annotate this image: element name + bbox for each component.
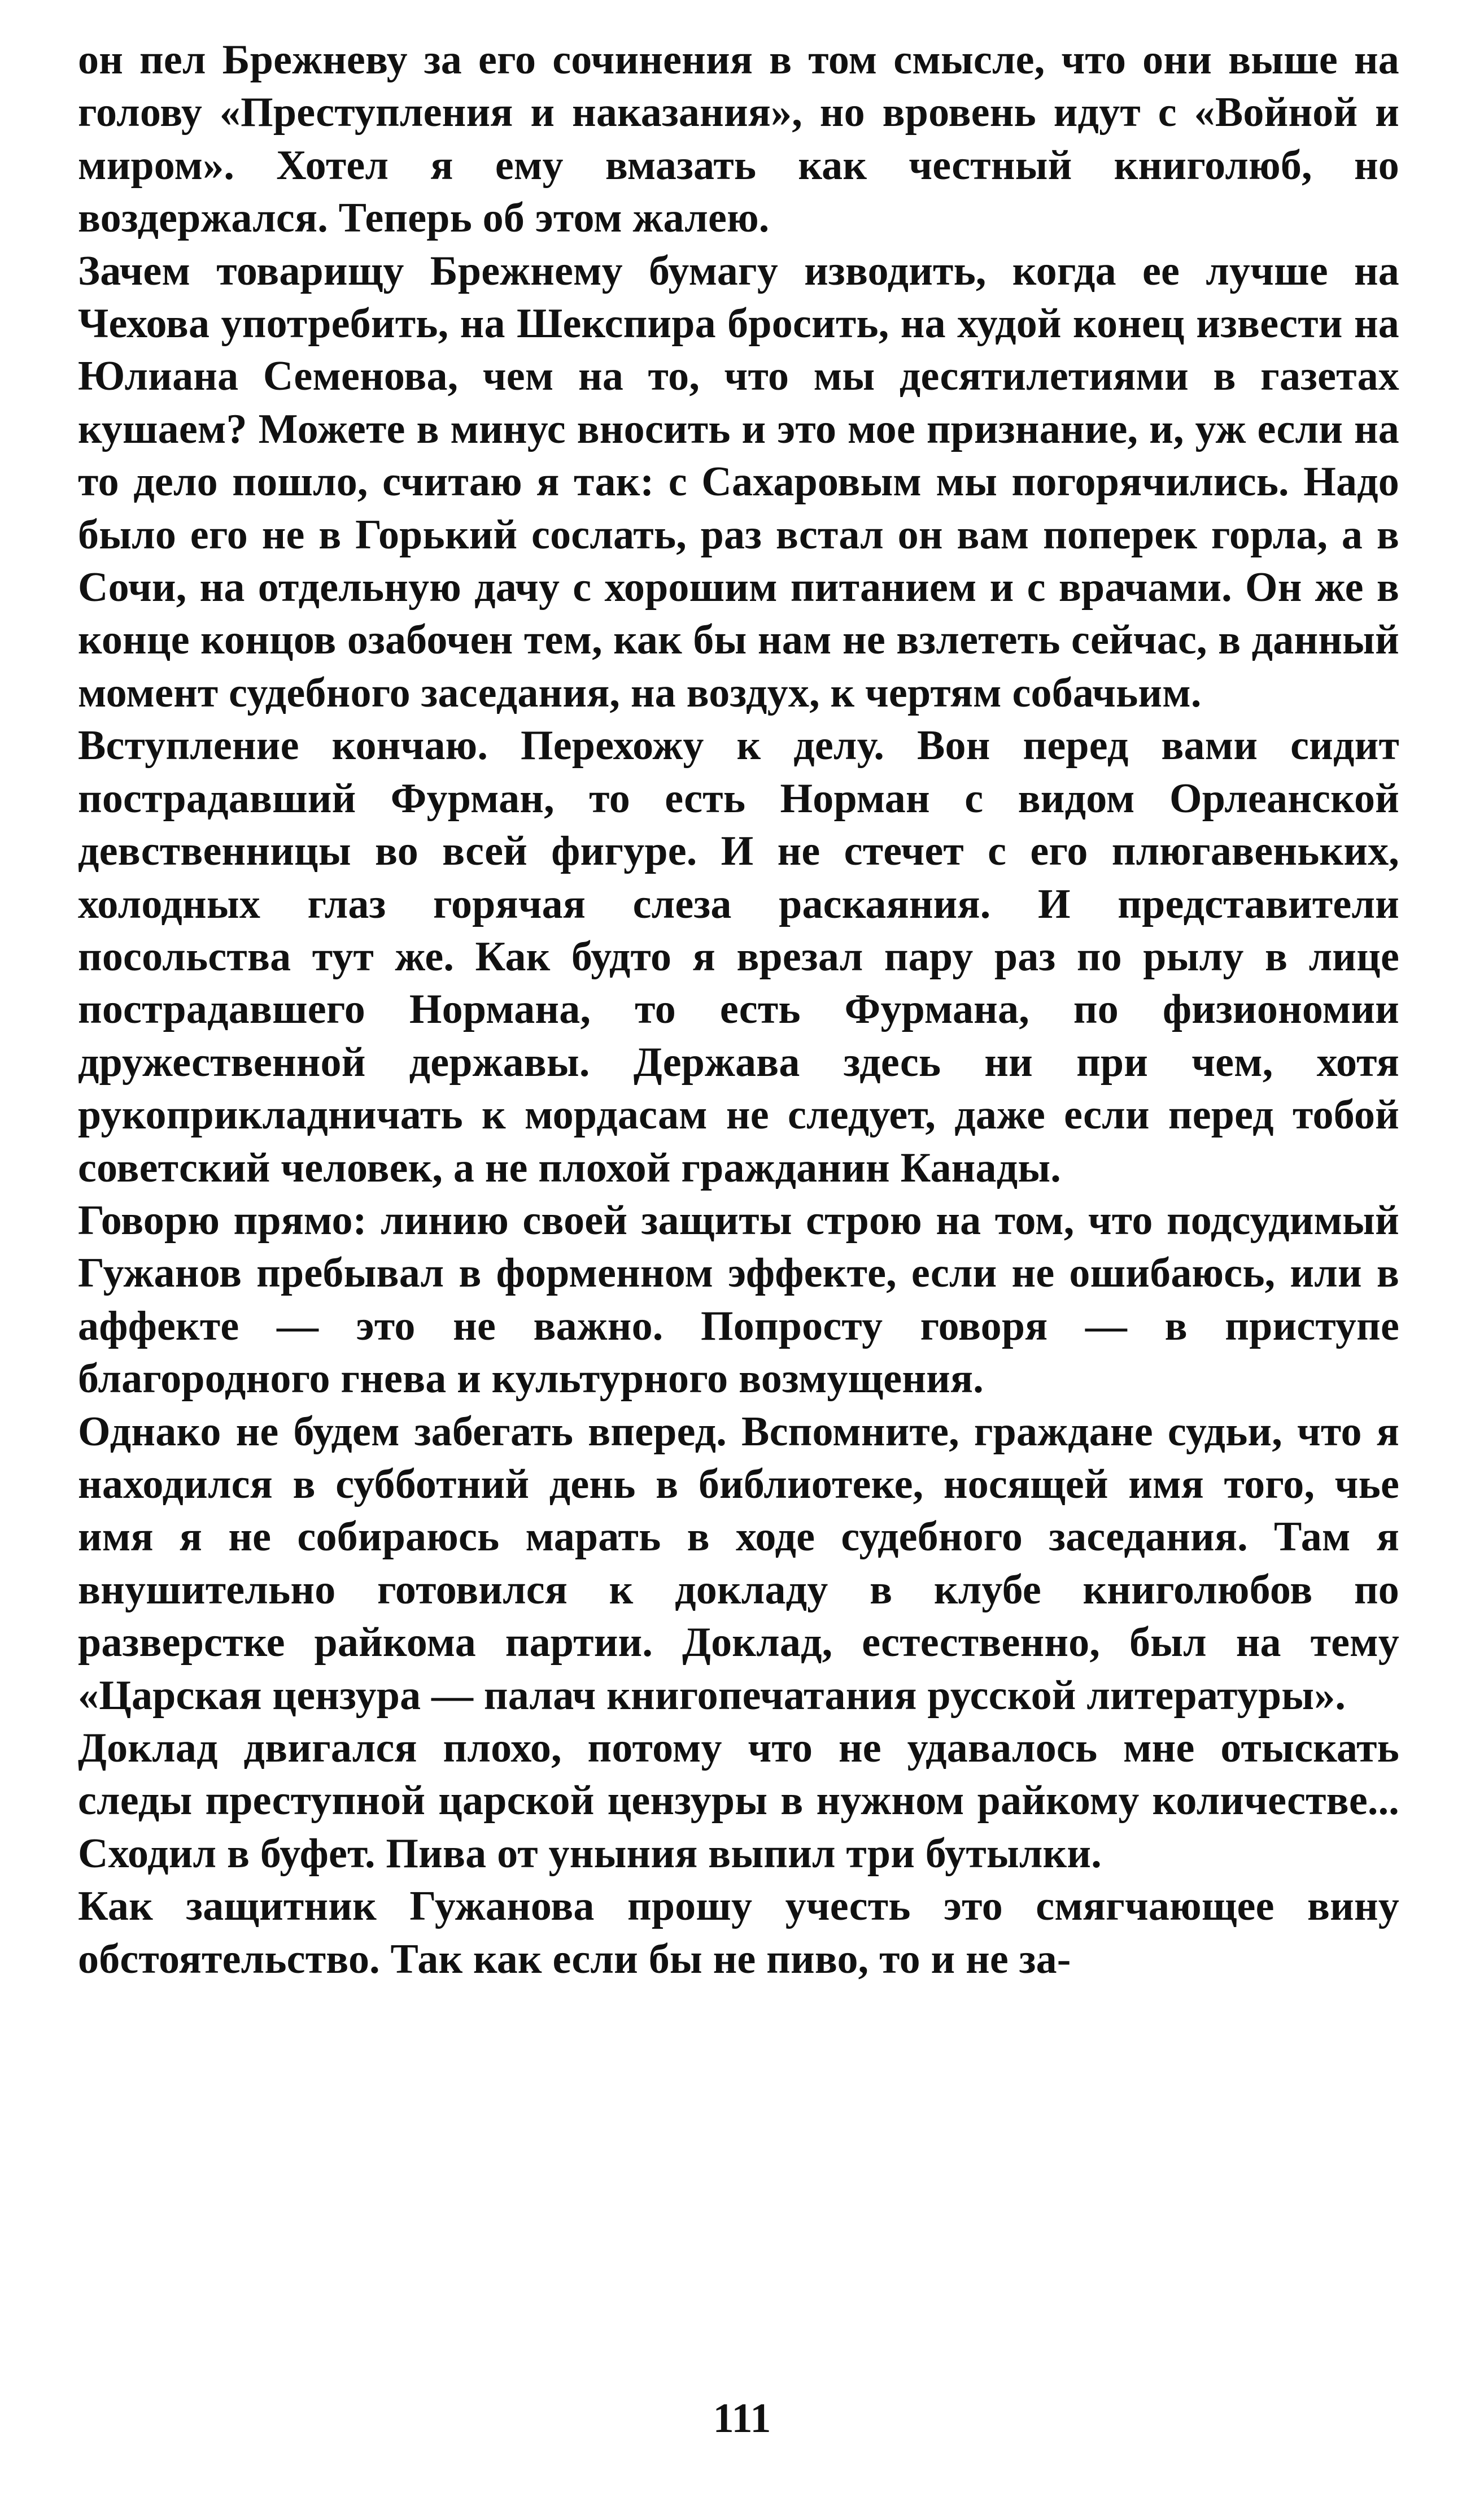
paragraph-4: Говорю прямо: линию своей защиты строю на том, что подсудимый Гужанов пребывал в форменном эффекте, если не ошибаюсь, или в аффекте — это не важно. Попросту говоря — в приступе благородного гнева и культурного возмущения. [78, 1197, 1399, 1402]
paragraph-6: Доклад двигался плохо, потому что не удавалось мне отыскать следы преступной царской цензуры в нужном райкому количестве... Сходил в буфет. Пива от уныния выпил три бутылки. [78, 1725, 1399, 1877]
paragraph-5: Однако не будем забегать вперед. Вспомните, граждане судьи, что я находился в субботний день в библиотеке, носящей имя того, чье имя я не собираюсь марать в ходе судебного заседания. Там я внушительно готовился к докладу в клубе книголюбов по разверстке райкома партии. Доклад, естественно, был на тему «Царская цензура — палач книгопечатания русской литературы». [78, 1408, 1399, 1719]
paragraph-7: Как защитник Гужанова прошу учесть это смягчающее вину обстоятельство. Так как если бы не пиво, то и не за- [78, 1883, 1399, 1982]
paragraph-2: Зачем товарищу Брежнему бумагу изводить, когда ее лучше на Чехова употребить, на Шекспира бросить, на худой конец извести на Юлиана Семенова, чем на то, что мы десятилетиями в газетах кушаем? Можете в минус вносить и это мое признание, и, уж если на то дело пошло, считаю я так: с Сахаровым мы погорячились. Надо было его не в Горький сослать, раз встал он вам поперек горла, а в Сочи, на отдельную дачу с хорошим питанием и с врачами. Он же в конце концов озабочен тем, как бы нам не взлететь сейчас, в данный момент судебного заседания, на воздух, к чертям собачьим. [78, 247, 1399, 716]
page-number: 111 [713, 2395, 771, 2442]
paragraph-1: он пел Брежневу за его сочинения в том смысле, что они выше на голову «Преступления и наказания», но вровень идут с «Войной и миром». Хотел я ему вмазать как честный книголюб, но воздержался. Теперь об этом жалею. [78, 37, 1399, 242]
paragraph-3: Вступление кончаю. Перехожу к делу. Вон перед вами сидит пострадавший Фурман, то есть Норман с видом Орлеанской девственницы во всей фигуре. И не стечет с его плюгавеньких, холодных глаз горячая слеза раскаяния. И представители посольства тут же. Как будто я врезал пару раз по рылу в лице пострадавшего Нормана, то есть Фурмана, по физиономии дружественной державы. Держава здесь ни при чем, хотя рукоприкладничать к мордасам не следует, даже если перед тобой советский человек, а не плохой гражданин Канады. [78, 722, 1399, 1191]
body-text [78, 34, 1399, 1986]
